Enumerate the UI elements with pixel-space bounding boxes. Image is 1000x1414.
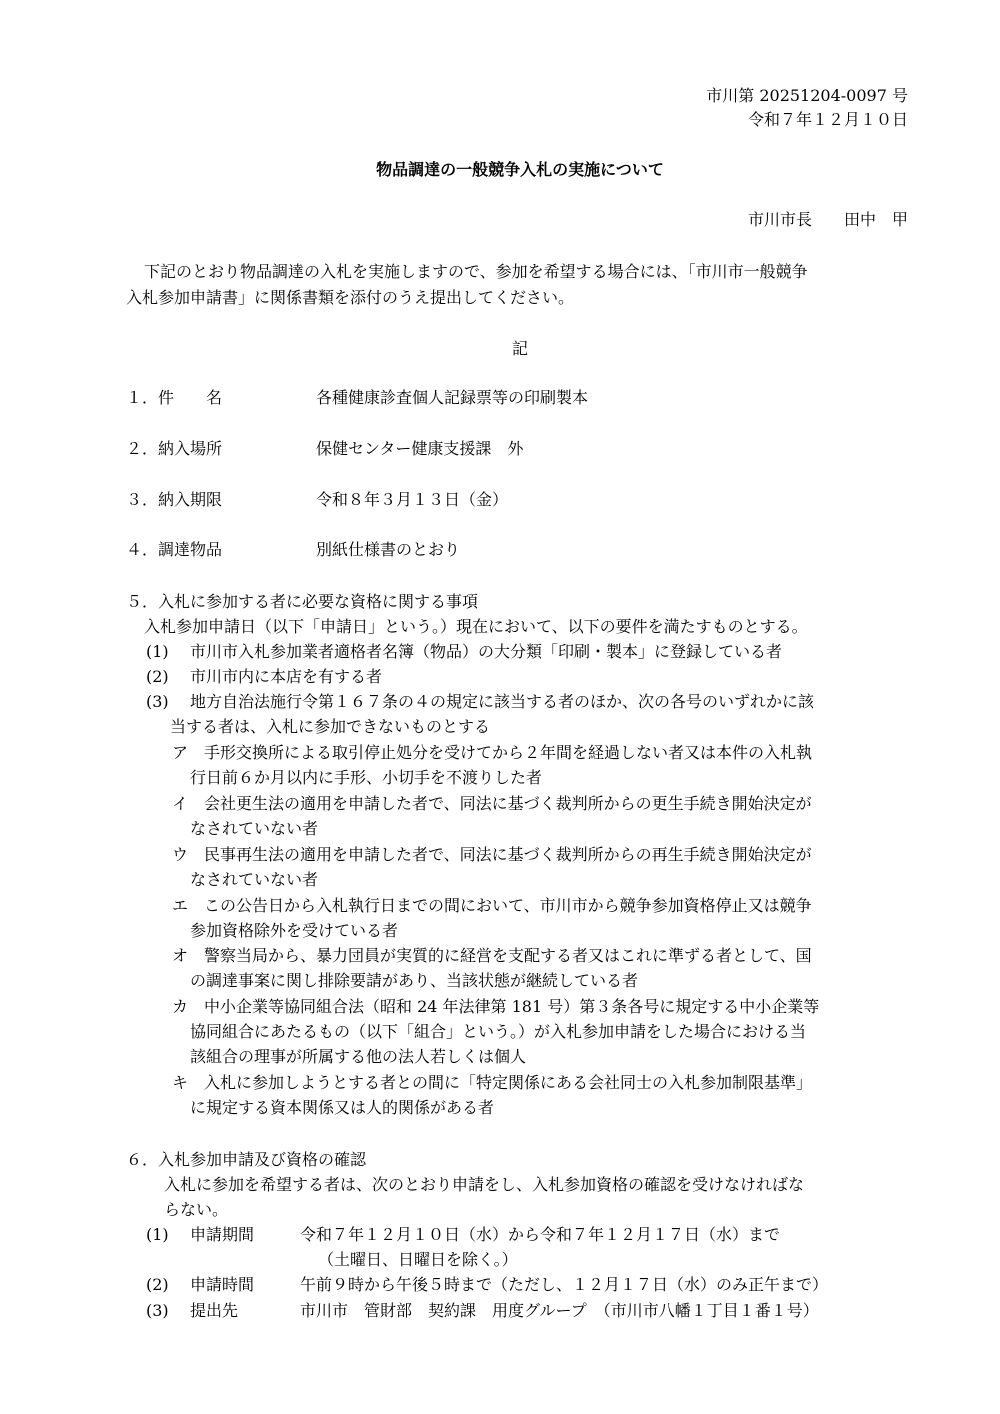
clause-ka-line1: カ 中小企業等協同組合法（昭和 24 年法律第 181 号）第３条各号に規定する中小企業等 — [172, 997, 820, 1016]
item-4-value: 別紙仕様書のとおり — [316, 540, 461, 559]
section-5-sub3-line2: 当する者は、入札に参加できないものとする — [170, 717, 491, 736]
clause-a-line1: ア 手形交換所による取引停止処分を受けてから２年間を経過しない者又は本件の入札執 — [172, 743, 813, 762]
section-6-sub3-num: (3) — [146, 1301, 169, 1320]
ki-mark: 記 — [511, 339, 528, 358]
intro-line-1: 下記のとおり物品調達の入札を実施しますので、参加を希望する場合には、「市川市一般競争 — [144, 262, 808, 281]
section-6-sub3-label: 提出先 — [190, 1301, 239, 1320]
clause-ka-line2: 協同組合にあたるもの（以下「組合」という。）が入札参加申請をした場合における当 — [190, 1022, 807, 1041]
clause-i-line1: イ 会社更生法の適用を申請した者で、同法に基づく裁判所からの更生手続き開始決定が — [172, 794, 812, 813]
section-6-sub3-value: 市川市 管財部 契約課 用度グループ （市川市八幡１丁目１番１号） — [300, 1301, 819, 1320]
section-5-sub1-num: (1) — [146, 642, 169, 661]
sender: 市川市長 田中 甲 — [747, 210, 908, 229]
section-6-sub1-label: 申請期間 — [190, 1225, 255, 1244]
clause-u-line1: ウ 民事再生法の適用を申請した者で、同法に基づく裁判所からの再生手続き開始決定が — [172, 845, 812, 864]
clause-i-line2: なされていない者 — [190, 819, 319, 838]
document-title: 物品調達の一般競争入札の実施について — [376, 160, 664, 179]
item-4-label: ４．調達物品 — [126, 540, 223, 559]
section-5-lead: 入札参加申請日（以下「申請日」という。）現在において、以下の要件を満たすものとする。 — [144, 617, 808, 636]
section-5-sub1-text: 市川市入札参加業者適格者名簿（物品）の大分類「印刷・製本」に登録している者 — [190, 642, 783, 661]
clause-u-line2: なされていない者 — [190, 870, 319, 889]
section-5-sub3-num: (3) — [146, 692, 169, 711]
document-number: 市川第 20251204-0097 号 — [706, 86, 908, 105]
section-6-lead1: 入札に参加を希望する者は、次のとおり申請をし、入札参加資格の確認を受けなければな — [164, 1175, 805, 1194]
section-6-sub2-value: 午前９時から午後５時まで（ただし、１２月１７日（水）のみ正午まで） — [300, 1275, 829, 1294]
clause-ki-line1: キ 入札に参加しようとする者との間に「特定関係にある会社同士の入札参加制限基準」 — [172, 1073, 813, 1092]
section-6-heading: ６．入札参加申請及び資格の確認 — [126, 1150, 367, 1169]
section-6-lead2: らない。 — [164, 1200, 229, 1219]
clause-ki-line2: に規定する資本関係又は人的関係がある者 — [190, 1098, 495, 1117]
section-6-sub1-value2: （土曜日、日曜日を除く。） — [318, 1250, 518, 1269]
section-5-sub2-text: 市川市内に本店を有する者 — [190, 667, 383, 686]
clause-e-line1: エ この公告日から入札執行日までの間において、市川市から競争参加資格停止又は競争 — [172, 896, 812, 915]
section-6-sub2-label: 申請時間 — [190, 1275, 255, 1294]
section-5-sub2-num: (2) — [146, 667, 169, 686]
item-3-value: 令和８年３月１３日（金） — [316, 490, 509, 509]
section-6-sub2-num: (2) — [146, 1275, 169, 1294]
clause-o-line2: の調達事案に関し排除要請があり、当該状態が継続している者 — [190, 971, 639, 990]
item-2-value: 保健センター健康支援課 外 — [316, 439, 524, 458]
clause-ka-line3: 該組合の理事が所属する他の法人若しくは個人 — [190, 1047, 527, 1066]
section-6-sub1-value1: 令和７年１２月１０日（水）から令和７年１２月１７日（水）まで — [300, 1225, 781, 1244]
section-5-sub3-line1: 地方自治法施行令第１６７条の４の規定に該当する者のほか、次の各号のいずれかに該 — [190, 692, 815, 711]
item-2-label: ２．納入場所 — [126, 439, 223, 458]
clause-o-line1: オ 警察当局から、暴力団員が実質的に経営を支配する者又はこれに準ずる者として、国 — [172, 946, 812, 965]
item-1-value: 各種健康診査個人記録票等の印刷製本 — [316, 388, 589, 407]
document-date: 令和７年１２月１０日 — [747, 110, 908, 129]
section-6-sub1-num: (1) — [146, 1225, 169, 1244]
intro-line-2: 入札参加申請書」に関係書類を添付のうえ提出してください。 — [126, 288, 575, 307]
clause-a-line2: 行日前６か月以内に手形、小切手を不渡りした者 — [190, 768, 543, 787]
section-5-heading: ５．入札に参加する者に必要な資格に関する事項 — [126, 592, 479, 611]
item-3-label: ３．納入期限 — [126, 490, 223, 509]
clause-e-line2: 参加資格除外を受けている者 — [190, 921, 399, 940]
item-1-label: １．件 名 — [126, 388, 223, 407]
